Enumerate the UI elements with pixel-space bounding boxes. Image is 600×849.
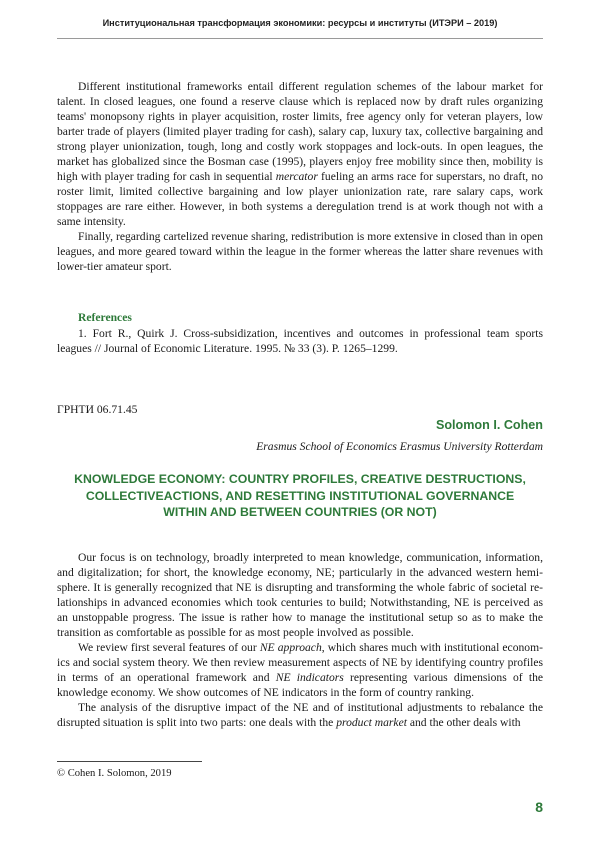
- paragraph: Finally, regarding cartelized revenue sharing, redistribution is more extensive in closed than in open leagues, and more geared toward within the league in the former whereas the latter share revenues with lower-tier amateur sport.: [57, 230, 543, 273]
- paragraph: Different institutional frameworks entail different regulation schemes of the labour market for talent. In closed leagues, one found a reserve clause which is replaced now by draft rules organizing teams' monopsony rights in player acquisition, roster limits, free agency only for veteran players, low barter trade of players (limited player trading for cash), salary cap, luxury tax, collective bargaining and strong player unionization, tough, long and costly work stoppages and lock-outs. In open leagues, the market has globalized since the Bosman case (1995), players enjoy free mobility since then, mobility is high with player trading for cash in sequential mercator fueling an arms race for superstars, no draft, no roster limit, limited collective bargaining and low player unionization rate, rare salary caps, work stoppages are rare either. However, in both systems a deregulation trend is at work though not with a same intensity.: [57, 80, 543, 228]
- emphasis: product market: [336, 716, 407, 729]
- running-header: Институциональная трансформация экономики: ресурсы и институты (ИТЭРИ – 2019): [102, 18, 498, 28]
- title-line: KNOWLEDGE ECONOMY: COUNTRY PROFILES, CREATIVE DESTRUCTIONS,: [74, 472, 526, 486]
- page-number: 8: [535, 799, 543, 815]
- header-divider: [57, 38, 543, 39]
- copyright-footnote: © Cohen I. Solomon, 2019: [57, 768, 172, 779]
- emphasis: NE approach: [259, 641, 322, 654]
- paragraph: We review first several features of our NE approach, which shares much with institutional economics and social system theory. We then review measurement aspects of NE by identifying country profiles in terms of an operational framework and NE indicators representing various dimensions of the knowledge economy. We show outcomes of NE indicators in the form of country ranking.: [57, 641, 544, 699]
- emphasis: mercator: [275, 170, 318, 183]
- paragraph: The analysis of the disruptive impact of the NE and of institutional adjustments to rebalance the disrupted situation is split into two parts: one deals with the product market and the other deals with: [57, 701, 543, 729]
- author-affiliation: Erasmus School of Economics Erasmus University Rotterdam: [256, 440, 543, 453]
- prev-article-body: [57, 79, 543, 274]
- article-body: [57, 550, 543, 730]
- references-heading: References: [78, 311, 132, 324]
- article-title: [57, 471, 543, 521]
- reference-item: 1. Fort R., Quirk J. Cross-subsidization, incentives and outcomes in professional team sports leagues // Journal of Economic Literature. 1995. № 33 (3). P. 1265–1299.: [57, 327, 543, 355]
- title-line: COLLECTIVEACTIONS, AND RESETTING INSTITUTIONAL GOVERNANCE: [85, 488, 515, 503]
- footnote-divider: [57, 761, 202, 762]
- emphasis: NE indicators: [275, 671, 344, 684]
- author-name: Solomon I. Cohen: [435, 418, 543, 432]
- grnti-code: ГРНТИ 06.71.45: [57, 403, 138, 416]
- references-list: [57, 326, 543, 356]
- title-line: WITHIN AND BETWEEN COUNTRIES (OR NOT): [163, 505, 437, 519]
- paragraph: Our focus is on technology, broadly interpreted to mean knowledge, communication, information, and digitalization; for short, the knowledge economy, NE; particularly in the advanced western hemisphere. It is generally recognized that NE is disrupting and transforming the whole fabric of societal relationships in advanced economies which took centuries to build; Notwithstanding, NE is perceived as an unstoppable progress. The issue is rather how to manage the institutional setup so as to make the transition as comfortable as possible for as most people involved as possible.: [57, 551, 543, 639]
